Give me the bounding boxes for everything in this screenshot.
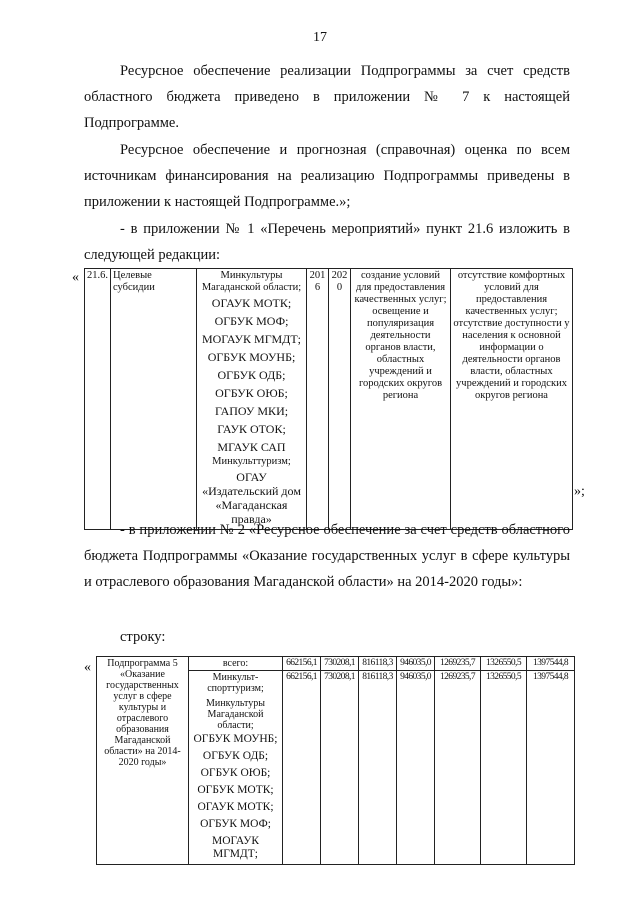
value-2018: 1269235,7 [435,657,481,671]
paragraph-appendix-2 [84,517,570,595]
executor-intro: Минкультуры Магаданской области; [206,698,265,731]
executor: ОГБУК ОЮБ; [215,386,288,400]
executor: ОГБУК ОДБ; [202,750,269,762]
page-number: 17 [313,30,327,45]
value-2014: 662156,1 [283,657,321,671]
quote-open: « [72,270,79,285]
paragraph-resource-forecast [84,137,570,215]
paragraph-row [84,624,570,650]
executor: ОГБУК МОУНБ; [193,733,278,745]
executor: МОГАУК МГМДТ; [201,332,302,346]
quote-open: « [84,660,91,675]
executor: ОГБУК ОДБ; [217,368,286,382]
consequence: отсутствие комфортных условий для предоставления качественных услуг; отсутствие доступности у населения к основной информации о деятельности органов власти, областных учреждений и городских округов региона [451,269,573,530]
year-end: 2020 [329,269,351,530]
value-2018: 1269235,7 [435,671,481,865]
executor: ОГАУ «Издательский дом «Магаданская правда» [202,470,301,526]
executor: ОГАУК МОТК; [211,296,292,310]
value-2015: 730208,1 [321,671,359,865]
expected-result: создание условий для предоставления качественных услуг; освещение и популяризация деятельности органов власти, областных учреждений и городских округов региона [351,269,451,530]
executor: Минкульттуризм; [212,456,291,467]
executor: ГАУК ОТОК; [217,422,286,436]
value-2016: 816118,3 [359,657,397,671]
paragraph-text: Ресурсное обеспечение реализации Подпрограммы за счет средств областного бюджета приведено в приложении № 7 к настоящей Подпрограмме. [84,63,570,131]
row-label: Минкульт-спорттуризм; [207,672,264,694]
executors-cell [197,269,307,530]
value-2019: 1326550,5 [481,671,527,865]
table-row [97,657,575,671]
value-2016: 816118,3 [359,671,397,865]
value-2020: 1397544,8 [527,671,575,865]
value-2019: 1326550,5 [481,657,527,671]
executor: МГАУК САП [217,440,286,454]
value-2020: 1397544,8 [527,657,575,671]
table-row [85,269,573,530]
value-2014: 662156,1 [283,671,321,865]
executor: ОГБУК МОУНБ; [207,350,296,364]
paragraph-text: строку: [120,629,166,645]
item-number: 21.6. [85,269,111,530]
paragraph-text: - в приложении № 2 «Ресурсное обеспечение за счет средств областного бюджета Подпрограммы «Оказание государственных услуг в сфере культуры и отраслевого образования Магаданской области» на 2014-2020 годы»: [84,522,570,590]
program-name: Подпрограмма 5 «Оказание государственных услуг в сфере культуры и отраслевого образования Магаданской области» на 2014-2020 годы» [97,657,189,865]
paragraph-resource-regional [84,58,570,136]
executor: ОГБУК ОЮБ; [200,767,271,779]
executor: ОГБУК МОФ; [214,314,289,328]
executor: ОГБУК МОТК; [197,784,274,796]
executors-cell [189,671,283,865]
resource-table [96,656,575,865]
paragraph-appendix-1 [84,216,570,268]
value-2017: 946035,0 [397,657,435,671]
executor: ОГАУК МОТК; [197,801,274,813]
value-2015: 730208,1 [321,657,359,671]
executor-intro: Минкультуры Магаданской области; [201,270,302,293]
measures-table [84,268,573,530]
executor: МОГАУК МГМДТ; [211,835,260,860]
quote-close: »; [574,484,585,499]
executor: ОГБУК МОФ; [200,818,271,830]
row-label: всего: [189,657,283,671]
year-start: 2016 [307,269,329,530]
executor: ГАПОУ МКИ; [214,404,289,418]
paragraph-text: Ресурсное обеспечение и прогнозная (справочная) оценка по всем источникам финансирования на реализацию Подпрограммы приведены в приложении к настоящей Подпрограмме.»; [84,142,570,210]
paragraph-text: - в приложении № 1 «Перечень мероприятий» пункт 21.6 изложить в следующей редакции: [84,221,570,263]
item-name: Целевые субсидии [111,269,197,530]
value-2017: 946035,0 [397,671,435,865]
